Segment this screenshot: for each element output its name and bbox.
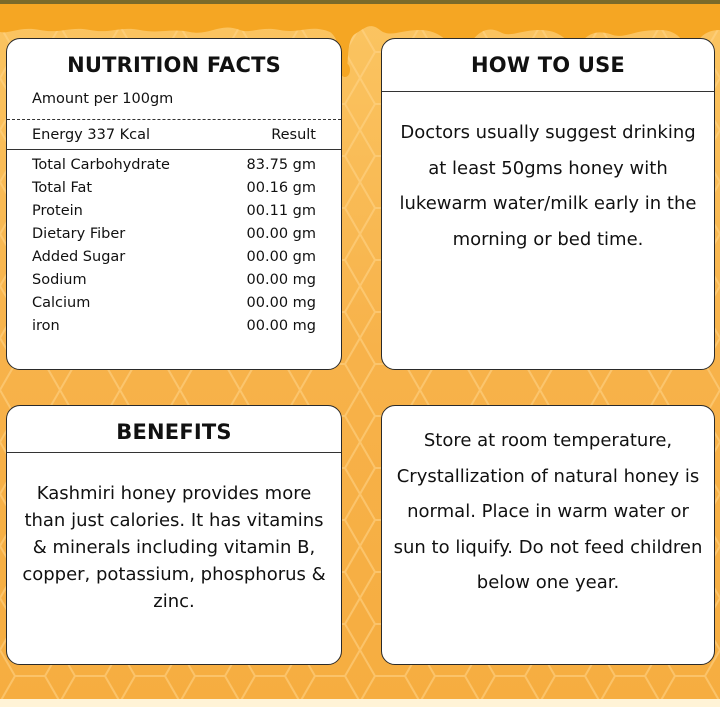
nutrition-facts-card — [6, 38, 342, 370]
nutrient-value: 00.00 gm — [246, 226, 316, 242]
nutrient-row — [32, 203, 316, 219]
title-divider — [382, 91, 714, 92]
nutrient-value: 00.11 gm — [246, 203, 316, 219]
how-to-use-title: HOW TO USE — [471, 53, 625, 77]
nutrient-value: 83.75 gm — [246, 157, 316, 173]
storage-card — [381, 405, 715, 665]
dashed-divider — [7, 119, 341, 120]
nutrient-row — [32, 295, 316, 311]
nutrient-name: Total Fat — [32, 180, 93, 196]
nutrient-name: iron — [32, 318, 60, 334]
nutrient-row — [32, 318, 316, 334]
benefits-title: BENEFITS — [116, 420, 232, 444]
nutrient-row — [32, 249, 316, 265]
nutrient-row — [32, 157, 316, 173]
bottom-strip — [0, 699, 720, 707]
amount-per-label: Amount per 100gm — [32, 91, 174, 107]
nutrient-name: Total Carbohydrate — [32, 157, 170, 173]
nutrient-value: 00.00 gm — [246, 249, 316, 265]
benefits-text: Kashmiri honey provides more than just calories. It has vitamins & minerals including vitamin B, copper, potassium, phosphorus & zinc. — [22, 483, 326, 612]
nutrient-value: 00.16 gm — [246, 180, 316, 196]
nutrient-name: Protein — [32, 203, 83, 219]
nutrient-name: Dietary Fiber — [32, 226, 126, 242]
nutrient-row — [32, 226, 316, 242]
benefits-card — [6, 405, 342, 665]
title-divider — [7, 452, 341, 453]
nutrient-value: 00.00 mg — [246, 318, 316, 334]
energy-label: Energy 337 Kcal — [32, 127, 151, 143]
nutrient-value: 00.00 mg — [246, 295, 316, 311]
solid-divider — [7, 149, 341, 150]
nutrient-value: 00.00 mg — [246, 272, 316, 288]
storage-text: Store at room temperature, Crystallization of natural honey is normal. Place in warm water or sun to liquify. Do not feed children below one year. — [393, 430, 703, 593]
nutrient-name: Added Sugar — [32, 249, 126, 265]
nutrient-name: Sodium — [32, 272, 87, 288]
nutrient-name: Calcium — [32, 295, 91, 311]
nutrient-row — [32, 272, 316, 288]
how-to-use-text: Doctors usually suggest drinking at least 50gms honey with lukewarm water/milk early in the morning or bed time. — [399, 122, 697, 250]
result-label: Result — [271, 127, 316, 143]
how-to-use-card — [381, 38, 715, 370]
nutrition-title: NUTRITION FACTS — [67, 53, 281, 77]
nutrient-row — [32, 180, 316, 196]
energy-row — [32, 127, 316, 143]
